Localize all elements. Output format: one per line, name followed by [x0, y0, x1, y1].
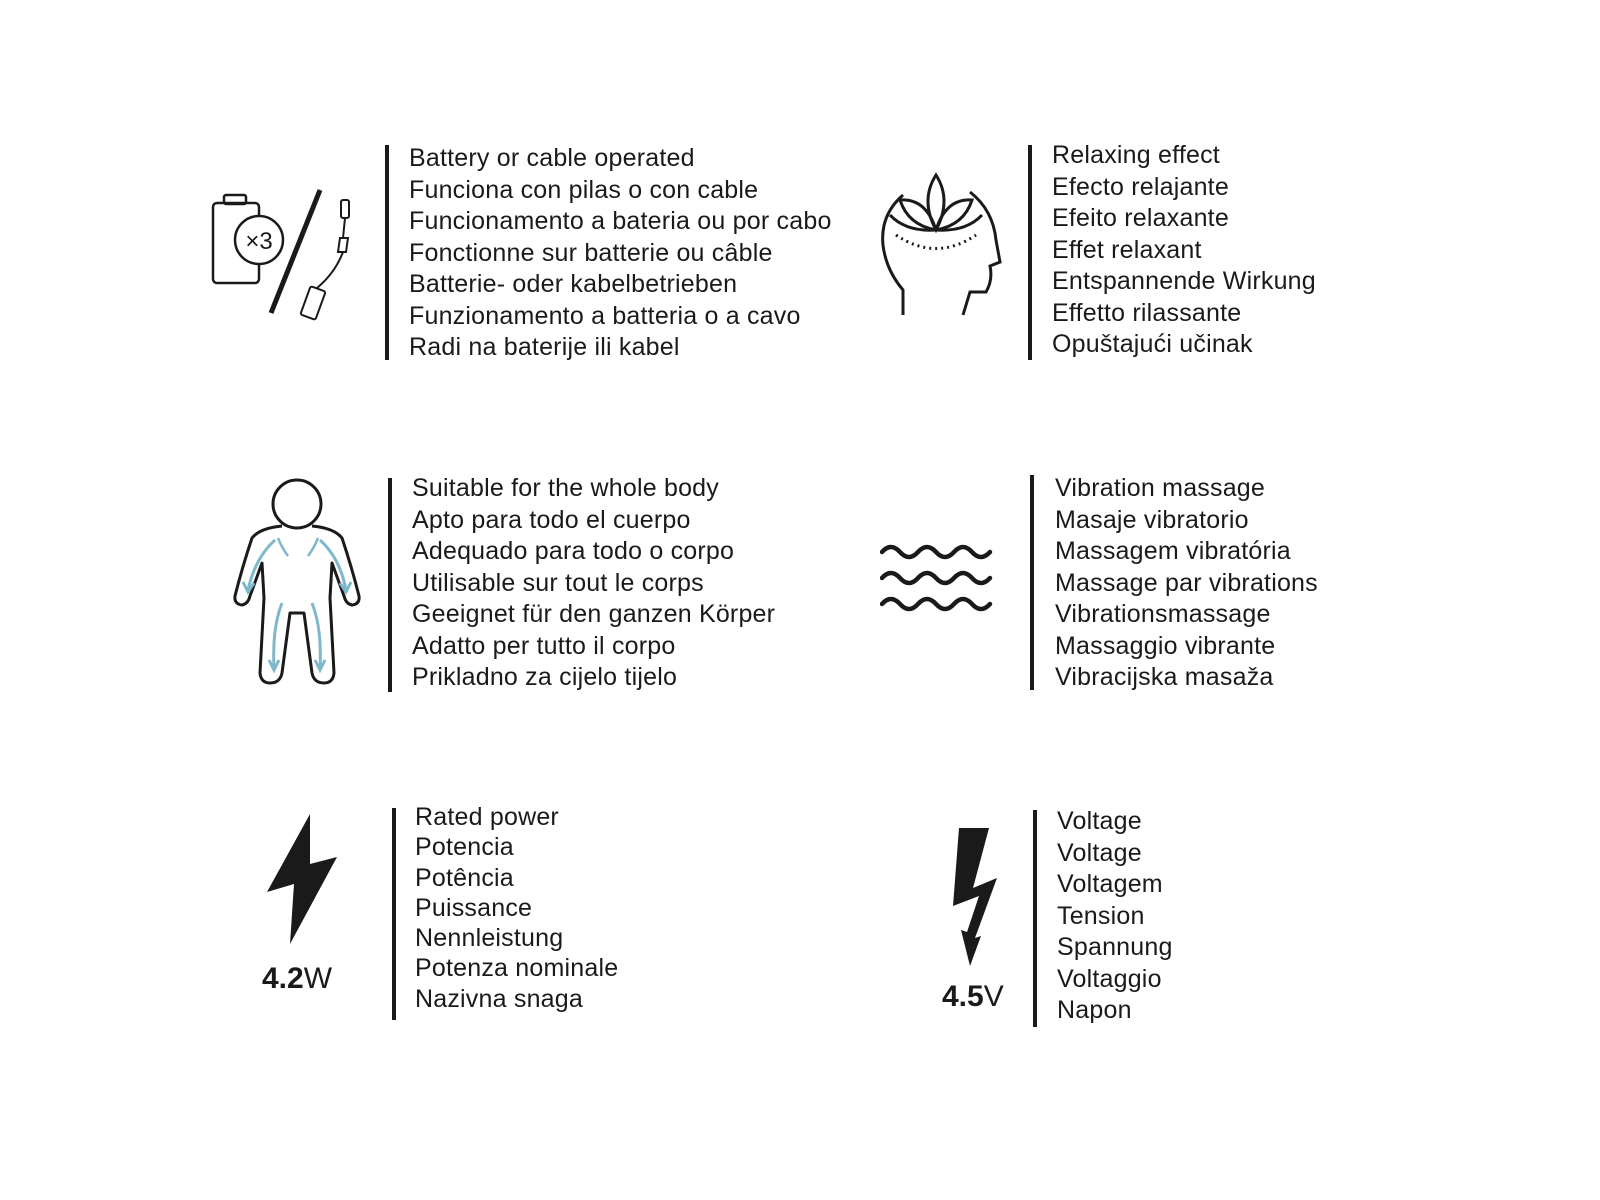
line: Voltage — [1057, 807, 1142, 835]
line: Voltagem — [1057, 870, 1163, 898]
line: Massaggio vibrante — [1055, 631, 1276, 660]
rating-number: 4.5 — [942, 980, 984, 1013]
lotus-head-icon — [878, 170, 1008, 320]
line: Funcionamento a bateria ou por cabo — [409, 207, 832, 235]
divider — [388, 478, 392, 692]
rated-power-value — [262, 962, 332, 996]
line: Efecto relajante — [1052, 172, 1229, 201]
text-list — [409, 143, 832, 364]
line: Vibracijska masaža — [1055, 663, 1274, 691]
battery-count-badge: ×3 — [245, 228, 273, 255]
line: Potencia — [415, 833, 514, 862]
text-list — [412, 473, 775, 694]
line: Puissance — [415, 893, 533, 922]
line: Adatto per tutto il corpo — [412, 631, 676, 660]
line: Voltaggio — [1057, 964, 1162, 993]
divider — [1028, 145, 1032, 360]
line: Vibration massage — [1055, 474, 1266, 502]
line: Fonctionne sur batterie ou câble — [409, 238, 773, 267]
waves-icon — [880, 540, 995, 615]
line: Batterie- oder kabelbetrieben — [409, 270, 738, 298]
line: Nazivna snaga — [415, 984, 583, 1013]
text-list — [1055, 473, 1318, 694]
rating-number: 4.2 — [262, 962, 304, 995]
line: Rated power — [415, 803, 559, 831]
line: Funzionamento a batteria o a cavo — [409, 301, 801, 330]
line: Utilisable sur tout le corps — [412, 568, 704, 597]
divider — [1030, 475, 1034, 690]
voltage-value — [942, 980, 1004, 1014]
line: Efeito relaxante — [1052, 204, 1229, 232]
line: Effetto rilassante — [1052, 298, 1242, 327]
line: Potenza nominale — [415, 954, 619, 983]
rating-unit: W — [303, 962, 333, 995]
lightning-bolt-icon — [262, 812, 342, 947]
line: Suitable for the whole body — [412, 474, 719, 502]
line: Napon — [1057, 996, 1132, 1024]
line: Vibrationsmassage — [1055, 600, 1271, 628]
line: Relaxing effect — [1052, 141, 1220, 169]
divider — [392, 808, 396, 1020]
line: Masaje vibratorio — [1055, 505, 1249, 534]
line: Prikladno za cijelo tijelo — [412, 663, 678, 691]
line: Radi na baterije ili kabel — [409, 333, 680, 361]
line: Geeignet für den ganzen Körper — [412, 600, 776, 628]
line: Entspannende Wirkung — [1052, 267, 1316, 295]
line: Opuštajući učinak — [1052, 330, 1253, 358]
text-list — [1052, 140, 1316, 361]
line: Massagem vibratória — [1055, 537, 1291, 565]
line: Massage par vibrations — [1055, 568, 1318, 597]
divider — [1033, 810, 1037, 1027]
battery-cable-icon — [205, 188, 360, 333]
line: Tension — [1057, 901, 1145, 930]
line: Potência — [415, 863, 514, 892]
divider — [385, 145, 389, 360]
line: Battery or cable operated — [409, 144, 695, 172]
line: Adequado para todo o corpo — [412, 537, 735, 565]
line: Nennleistung — [415, 924, 564, 953]
line: Spannung — [1057, 933, 1173, 961]
line: Apto para todo el cuerpo — [412, 505, 691, 534]
line: Effet relaxant — [1052, 235, 1202, 264]
line: Voltage — [1057, 838, 1142, 867]
rating-unit: V — [983, 980, 1004, 1013]
line: Funciona con pilas o con cable — [409, 175, 759, 204]
text-list — [415, 802, 618, 1014]
text-list — [1057, 806, 1173, 1027]
body-outline-icon — [230, 478, 365, 688]
voltage-arrow-icon — [945, 826, 1005, 968]
